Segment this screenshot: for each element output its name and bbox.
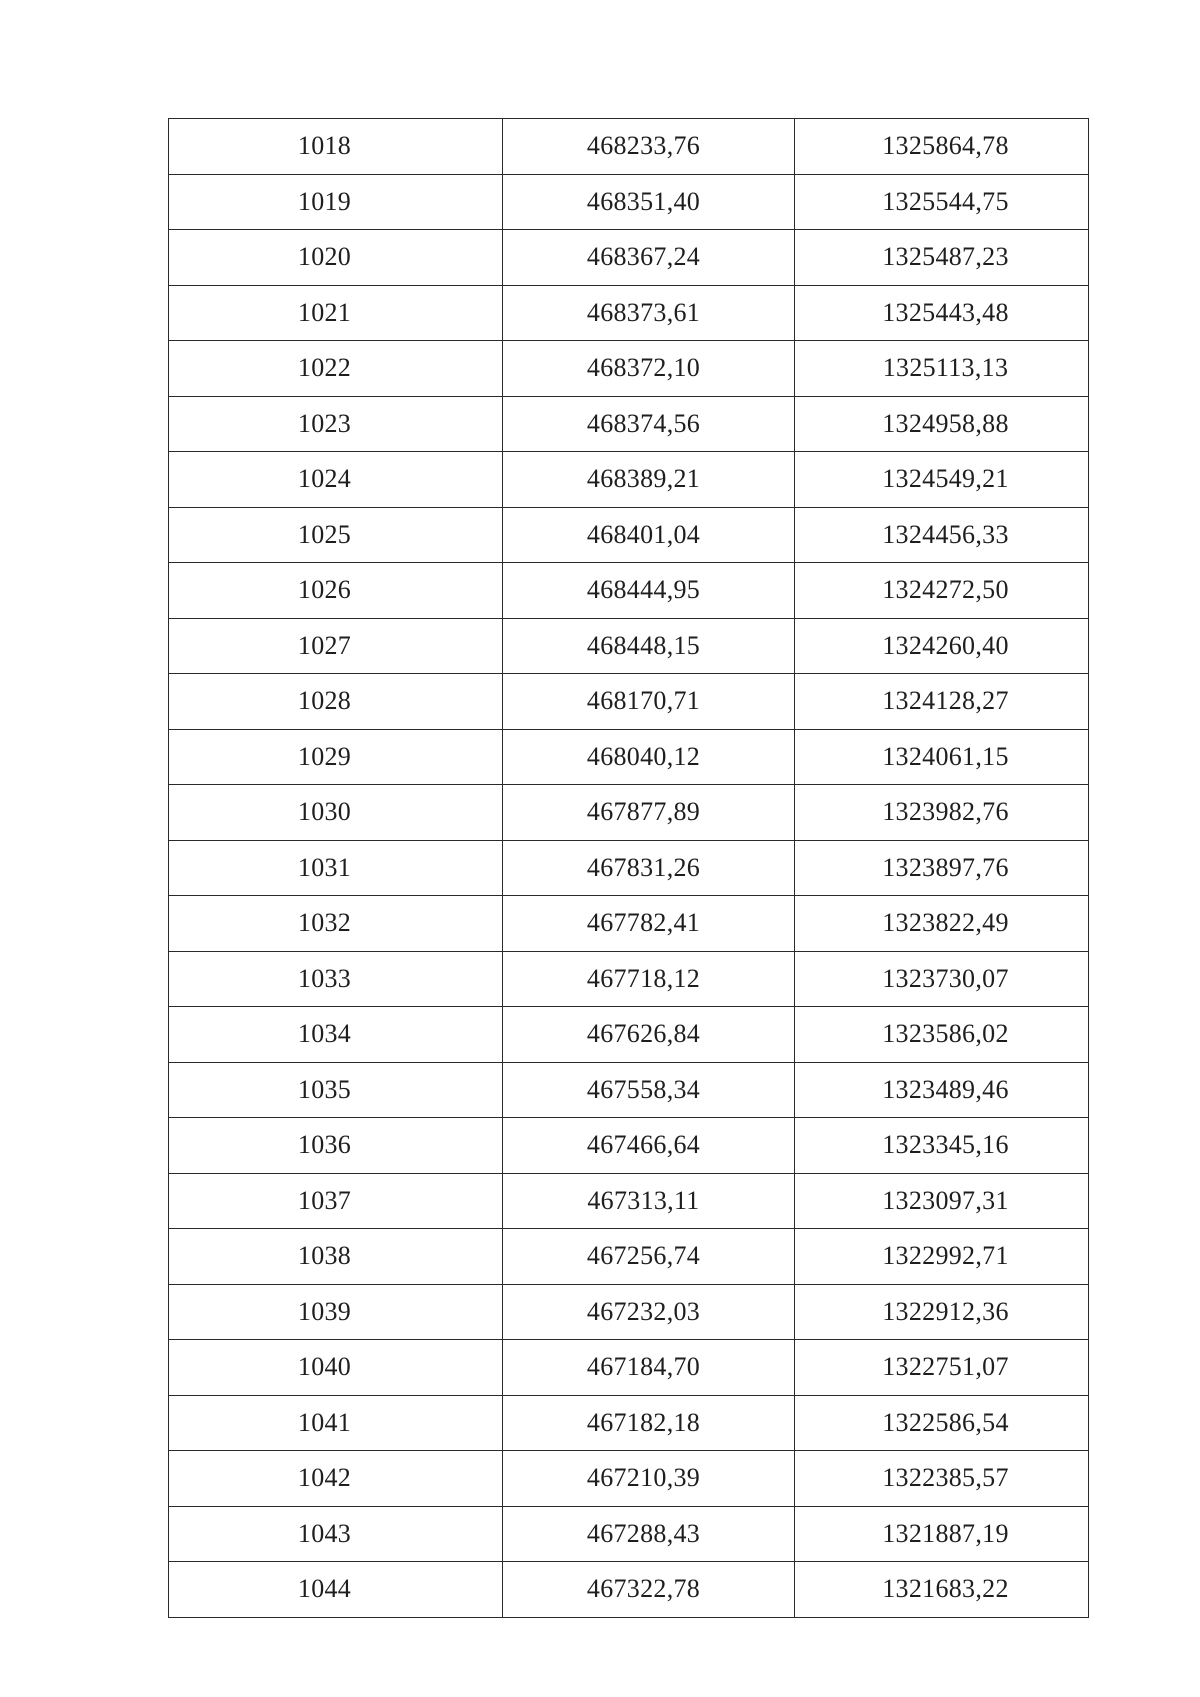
point-number-cell: 1036: [169, 1118, 503, 1174]
table-row: [169, 396, 1089, 452]
table-row: [169, 951, 1089, 1007]
coordinates-table-body: [169, 119, 1089, 1618]
point-number-cell: 1023: [169, 396, 503, 452]
x-coordinate-cell: 467182,18: [503, 1395, 795, 1451]
point-number-cell: 1043: [169, 1506, 503, 1562]
point-number-cell: 1041: [169, 1395, 503, 1451]
y-coordinate-cell: 1325487,23: [795, 230, 1089, 286]
table-row: [169, 1562, 1089, 1618]
y-coordinate-cell: 1323822,49: [795, 896, 1089, 952]
point-number-cell: 1021: [169, 285, 503, 341]
y-coordinate-cell: 1324061,15: [795, 729, 1089, 785]
point-number-cell: 1020: [169, 230, 503, 286]
y-coordinate-cell: 1324260,40: [795, 618, 1089, 674]
x-coordinate-cell: 467877,89: [503, 785, 795, 841]
table-row: [169, 230, 1089, 286]
point-number-cell: 1037: [169, 1173, 503, 1229]
x-coordinate-cell: 467831,26: [503, 840, 795, 896]
table-row: [169, 1506, 1089, 1562]
y-coordinate-cell: 1322751,07: [795, 1340, 1089, 1396]
y-coordinate-cell: 1322912,36: [795, 1284, 1089, 1340]
table-row: [169, 563, 1089, 619]
x-coordinate-cell: 467466,64: [503, 1118, 795, 1174]
table-row: [169, 1229, 1089, 1285]
y-coordinate-cell: 1322385,57: [795, 1451, 1089, 1507]
y-coordinate-cell: 1325113,13: [795, 341, 1089, 397]
y-coordinate-cell: 1323586,02: [795, 1007, 1089, 1063]
point-number-cell: 1034: [169, 1007, 503, 1063]
y-coordinate-cell: 1323489,46: [795, 1062, 1089, 1118]
table-row: [169, 729, 1089, 785]
point-number-cell: 1035: [169, 1062, 503, 1118]
point-number-cell: 1028: [169, 674, 503, 730]
point-number-cell: 1029: [169, 729, 503, 785]
table-row: [169, 1395, 1089, 1451]
y-coordinate-cell: 1323345,16: [795, 1118, 1089, 1174]
y-coordinate-cell: 1324456,33: [795, 507, 1089, 563]
point-number-cell: 1040: [169, 1340, 503, 1396]
x-coordinate-cell: 468351,40: [503, 174, 795, 230]
table-row: [169, 674, 1089, 730]
x-coordinate-cell: 467256,74: [503, 1229, 795, 1285]
table-row: [169, 840, 1089, 896]
y-coordinate-cell: 1324958,88: [795, 396, 1089, 452]
y-coordinate-cell: 1322992,71: [795, 1229, 1089, 1285]
y-coordinate-cell: 1322586,54: [795, 1395, 1089, 1451]
y-coordinate-cell: 1321683,22: [795, 1562, 1089, 1618]
point-number-cell: 1042: [169, 1451, 503, 1507]
table-row: [169, 1118, 1089, 1174]
table-row: [169, 174, 1089, 230]
x-coordinate-cell: 467210,39: [503, 1451, 795, 1507]
x-coordinate-cell: 468401,04: [503, 507, 795, 563]
x-coordinate-cell: 468233,76: [503, 119, 795, 175]
y-coordinate-cell: 1323897,76: [795, 840, 1089, 896]
y-coordinate-cell: 1325864,78: [795, 119, 1089, 175]
point-number-cell: 1044: [169, 1562, 503, 1618]
table-row: [169, 618, 1089, 674]
table-row: [169, 507, 1089, 563]
x-coordinate-cell: 468170,71: [503, 674, 795, 730]
x-coordinate-cell: 467718,12: [503, 951, 795, 1007]
point-number-cell: 1026: [169, 563, 503, 619]
x-coordinate-cell: 468040,12: [503, 729, 795, 785]
table-row: [169, 1340, 1089, 1396]
point-number-cell: 1019: [169, 174, 503, 230]
point-number-cell: 1027: [169, 618, 503, 674]
x-coordinate-cell: 468389,21: [503, 452, 795, 508]
y-coordinate-cell: 1323982,76: [795, 785, 1089, 841]
table-row: [169, 1451, 1089, 1507]
y-coordinate-cell: 1324128,27: [795, 674, 1089, 730]
point-number-cell: 1033: [169, 951, 503, 1007]
table-row: [169, 1173, 1089, 1229]
point-number-cell: 1031: [169, 840, 503, 896]
x-coordinate-cell: 468373,61: [503, 285, 795, 341]
y-coordinate-cell: 1325544,75: [795, 174, 1089, 230]
x-coordinate-cell: 468374,56: [503, 396, 795, 452]
table-row: [169, 285, 1089, 341]
x-coordinate-cell: 468367,24: [503, 230, 795, 286]
point-number-cell: 1032: [169, 896, 503, 952]
y-coordinate-cell: 1323730,07: [795, 951, 1089, 1007]
table-row: [169, 1007, 1089, 1063]
x-coordinate-cell: 468372,10: [503, 341, 795, 397]
point-number-cell: 1022: [169, 341, 503, 397]
point-number-cell: 1038: [169, 1229, 503, 1285]
x-coordinate-cell: 467288,43: [503, 1506, 795, 1562]
point-number-cell: 1030: [169, 785, 503, 841]
x-coordinate-cell: 468444,95: [503, 563, 795, 619]
table-row: [169, 785, 1089, 841]
y-coordinate-cell: 1323097,31: [795, 1173, 1089, 1229]
x-coordinate-cell: 467232,03: [503, 1284, 795, 1340]
y-coordinate-cell: 1321887,19: [795, 1506, 1089, 1562]
table-row: [169, 119, 1089, 175]
table-row: [169, 341, 1089, 397]
point-number-cell: 1024: [169, 452, 503, 508]
table-row: [169, 1284, 1089, 1340]
x-coordinate-cell: 468448,15: [503, 618, 795, 674]
x-coordinate-cell: 467184,70: [503, 1340, 795, 1396]
y-coordinate-cell: 1324272,50: [795, 563, 1089, 619]
y-coordinate-cell: 1324549,21: [795, 452, 1089, 508]
table-row: [169, 896, 1089, 952]
point-number-cell: 1025: [169, 507, 503, 563]
x-coordinate-cell: 467313,11: [503, 1173, 795, 1229]
table-row: [169, 452, 1089, 508]
x-coordinate-cell: 467782,41: [503, 896, 795, 952]
point-number-cell: 1039: [169, 1284, 503, 1340]
y-coordinate-cell: 1325443,48: [795, 285, 1089, 341]
x-coordinate-cell: 467558,34: [503, 1062, 795, 1118]
table-row: [169, 1062, 1089, 1118]
coordinates-table: [168, 118, 1089, 1618]
x-coordinate-cell: 467322,78: [503, 1562, 795, 1618]
x-coordinate-cell: 467626,84: [503, 1007, 795, 1063]
point-number-cell: 1018: [169, 119, 503, 175]
